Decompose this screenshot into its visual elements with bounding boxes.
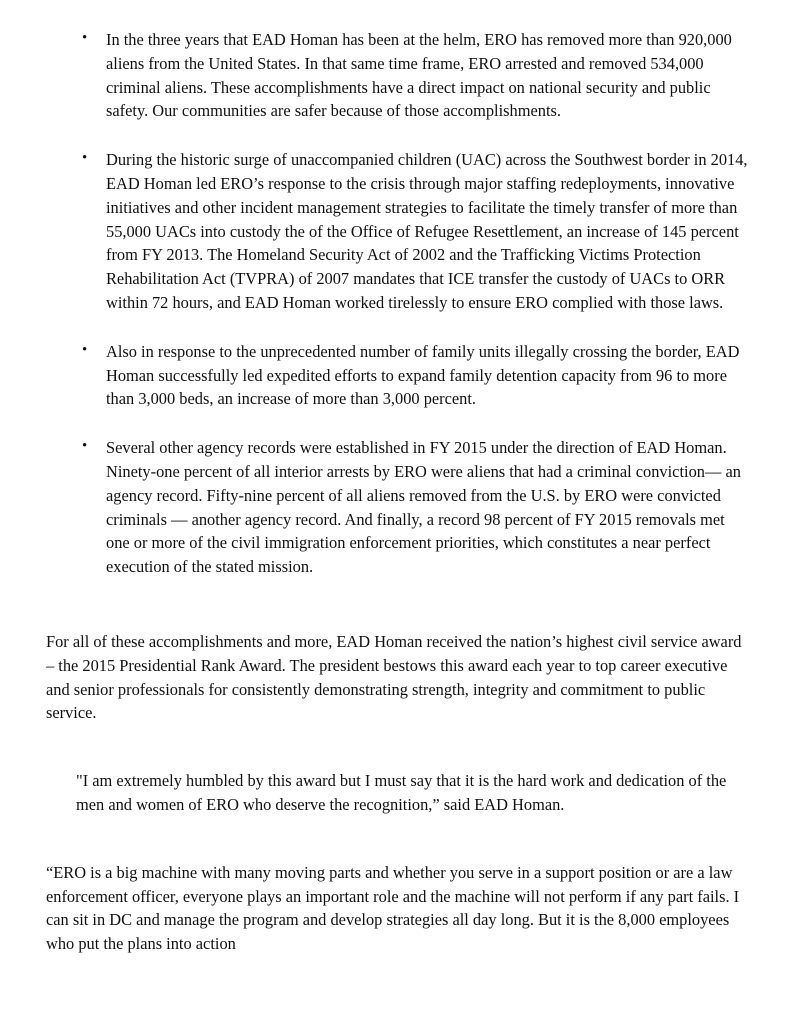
bullet-list [46, 28, 750, 579]
quote-block: "I am extremely humbled by this award but I must say that it is the hard work and dedication of the men and women of ERO who deserve the recognition,” said EAD Homan. [76, 771, 727, 814]
list-item: • In the three years that EAD Homan has been at the helm, ERO has removed more than 920,000 aliens from the United States. In that same time frame, ERO arrested and removed 534,000 criminal aliens. These accomplishments have a direct impact on national security and public safety. Our communities are safer because of those accomplishments. [74, 28, 750, 123]
paragraph-award: For all of these accomplishments and more, EAD Homan received the nation’s highest civil service award – the 2015 Presidential Rank Award. The president bestows this award each year to top career executive and senior professionals for consistently demonstrating strength, integrity and commitment to public service. [46, 631, 742, 723]
spacer [46, 725, 750, 769]
spacer [46, 604, 750, 630]
list-item: • Also in response to the unprecedented number of family units illegally crossing the border, EAD Homan successfully led expedited efforts to expand family detention capacity from 96 to more than 3,000 beds, an increase of more than 3,000 percent. [74, 340, 750, 411]
paragraph-closing: “ERO is a big machine with many moving parts and whether you serve in a support position or are a law enforcement officer, everyone plays an important role and the machine will not perform if any part fails. I can sit in DC and manage the program and develop strategies all day long. But it is the 8,000 employees who put the plans into action [46, 862, 740, 954]
list-item: • Several other agency records were established in FY 2015 under the direction of EAD Homan. Ninety-one percent of all interior arrests by ERO were aliens that had a criminal conviction— an agency record. Fifty-nine percent of all aliens removed from the U.S. by ERO were convicted criminals — another agency record. And finally, a record 98 percent of FY 2015 removals met one or more of the civil immigration enforcement priorities, which constitutes a near perfect execution of the stated mission. [74, 436, 750, 579]
list-item: • During the historic surge of unaccompanied children (UAC) across the Southwest border in 2014, EAD Homan led ERO’s response to the crisis through major staffing redeployments, innovative initiatives and other incident management strategies to facilitate the timely transfer of more than 55,000 UACs into custody the of the Office of Refugee Resettlement, an increase of 145 percent from FY 2013. The Homeland Security Act of 2002 and the Trafficking Victims Protection Rehabilitation Act (TVPRA) of 2007 mandates that ICE transfer the custody of UACs to ORR within 72 hours, and EAD Homan worked tirelessly to ensure ERO complied with those laws. [74, 148, 750, 315]
spacer [46, 817, 750, 861]
